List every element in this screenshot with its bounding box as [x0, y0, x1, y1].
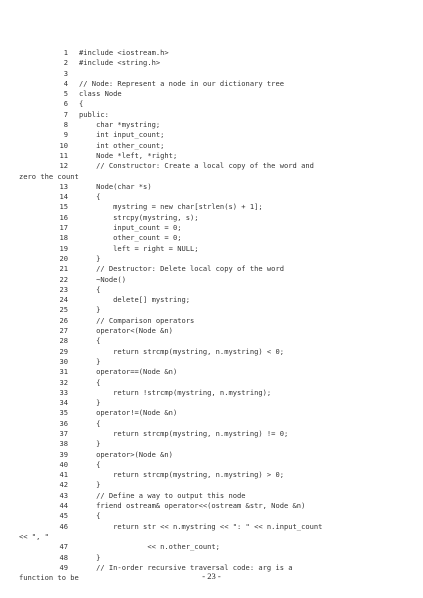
line-number: 2 [63, 58, 68, 68]
code-line-wrap: << ", " [19, 531, 49, 541]
code-text: return strcmp(mystring, n.mystring) != 0; [79, 428, 289, 438]
code-text: { [79, 377, 101, 387]
code-line [0, 130, 423, 140]
line-number: 38 [59, 439, 68, 449]
code-line-wrap: zero the count [19, 171, 79, 181]
code-line [0, 450, 423, 460]
code-text: } [79, 253, 101, 263]
code-text: } [79, 398, 101, 408]
line-number: 34 [59, 398, 68, 408]
code-text: return !strcmp(mystring, n.mystring); [79, 387, 272, 397]
code-text: // Define a way to output this node [79, 490, 246, 500]
line-number: 26 [59, 315, 68, 325]
code-line [0, 439, 423, 449]
line-number: 39 [59, 449, 68, 459]
code-text: other_count = 0; [79, 233, 182, 243]
line-number: 15 [59, 202, 68, 212]
code-text: // In-order recursive traversal code: arg is a [79, 562, 293, 572]
code-line [0, 202, 423, 212]
line-number: 22 [59, 274, 68, 284]
line-number: 3 [63, 68, 68, 78]
line-number: 31 [59, 367, 68, 377]
code-line-wrap: function to be [19, 573, 79, 583]
line-number: 28 [59, 336, 68, 346]
code-text: delete[] mystring; [79, 295, 191, 305]
code-line [0, 347, 423, 357]
code-text: { [79, 99, 84, 109]
code-line [0, 501, 423, 511]
page-number: - 23 - [202, 571, 221, 581]
line-number: 42 [59, 480, 68, 490]
code-text: Node *left, *right; [79, 150, 178, 160]
code-text: char *mystring; [79, 120, 161, 130]
line-number: 37 [59, 428, 68, 438]
line-number: 10 [59, 140, 68, 150]
code-line [0, 553, 423, 563]
code-text: operator>(Node &n) [79, 449, 173, 459]
line-number: 20 [59, 253, 68, 263]
code-text: ~Node() [79, 274, 126, 284]
code-line [0, 182, 423, 192]
code-text: int input_count; [79, 130, 165, 140]
code-text: { [79, 192, 101, 202]
line-number: 23 [59, 284, 68, 294]
line-number: 25 [59, 305, 68, 315]
line-number: 1 [63, 48, 68, 57]
code-line [0, 367, 423, 377]
line-number: 27 [59, 326, 68, 336]
code-line [0, 213, 423, 223]
code-line [0, 172, 423, 182]
line-number: 43 [59, 490, 68, 500]
line-number: 5 [63, 89, 68, 99]
code-text: strcpy(mystring, s); [79, 212, 199, 222]
code-line [0, 89, 423, 99]
code-text: // Destructor: Delete local copy of the word [79, 264, 284, 274]
line-number: 29 [59, 346, 68, 356]
code-line [0, 532, 423, 542]
code-listing [0, 48, 423, 583]
code-line [0, 192, 423, 202]
code-text: int other_count; [79, 140, 165, 150]
line-number: 13 [59, 181, 68, 191]
code-line [0, 120, 423, 130]
line-number: 35 [59, 408, 68, 418]
code-text: { [79, 511, 101, 521]
code-text: public: [79, 109, 109, 119]
line-number: 48 [59, 552, 68, 562]
code-line [0, 388, 423, 398]
line-number: 24 [59, 295, 68, 305]
code-line [0, 275, 423, 285]
code-text: } [79, 439, 101, 449]
line-number: 41 [59, 470, 68, 480]
code-line [0, 244, 423, 254]
line-number: 12 [59, 161, 68, 171]
line-number: 44 [59, 501, 68, 511]
code-text: return strcmp(mystring, n.mystring) > 0; [79, 470, 284, 480]
code-text: Node(char *s) [79, 181, 152, 191]
code-text: operator==(Node &n) [79, 367, 178, 377]
code-text: left = right = NULL; [79, 243, 199, 253]
code-text: #include <iostream.h> [79, 48, 169, 57]
code-line [0, 151, 423, 161]
code-text: class Node [79, 89, 122, 99]
line-number: 33 [59, 387, 68, 397]
line-number: 40 [59, 459, 68, 469]
code-line [0, 378, 423, 388]
code-text: { [79, 336, 101, 346]
code-line [0, 254, 423, 264]
code-line [0, 419, 423, 429]
code-text: input_count = 0; [79, 223, 182, 233]
code-line [0, 408, 423, 418]
code-line [0, 336, 423, 346]
code-line [0, 470, 423, 480]
code-text: // Node: Represent a node in our dictionary tree [79, 78, 284, 88]
line-number: 17 [59, 223, 68, 233]
code-line [0, 161, 423, 171]
line-number: 45 [59, 511, 68, 521]
line-number: 21 [59, 264, 68, 274]
line-number: 11 [59, 150, 68, 160]
code-text: { [79, 284, 101, 294]
code-line [0, 295, 423, 305]
line-number: 16 [59, 212, 68, 222]
line-number: 47 [59, 542, 68, 552]
code-line [0, 58, 423, 68]
line-number: 8 [63, 120, 68, 130]
line-number: 14 [59, 192, 68, 202]
code-text: { [79, 418, 101, 428]
code-line [0, 429, 423, 439]
code-text: operator<(Node &n) [79, 326, 173, 336]
code-line [0, 48, 423, 58]
code-text: friend ostream& operator<<(ostream &str, Node &n) [79, 501, 306, 511]
line-number: 6 [63, 99, 68, 109]
code-line [0, 223, 423, 233]
code-line [0, 522, 423, 532]
code-text: } [79, 480, 101, 490]
code-text: { [79, 459, 101, 469]
line-number: 46 [59, 521, 68, 531]
code-text: } [79, 356, 101, 366]
code-text: << n.other_count; [79, 542, 220, 552]
code-text: } [79, 552, 101, 562]
code-text: return str << n.mystring << ": " << n.input_count [79, 521, 323, 531]
code-line [0, 542, 423, 552]
code-line [0, 110, 423, 120]
line-number: 32 [59, 377, 68, 387]
line-number: 7 [63, 109, 68, 119]
code-line [0, 460, 423, 470]
code-text: // Constructor: Create a local copy of the word and [79, 161, 314, 171]
code-line [0, 285, 423, 295]
code-text: } [79, 305, 101, 315]
code-text: return strcmp(mystring, n.mystring) < 0; [79, 346, 284, 356]
line-number: 49 [59, 562, 68, 572]
code-line [0, 233, 423, 243]
line-number: 4 [63, 78, 68, 88]
line-number: 36 [59, 418, 68, 428]
code-text: // Comparison operators [79, 315, 195, 325]
code-text: operator!=(Node &n) [79, 408, 178, 418]
code-text: mystring = new char[strlen(s) + 1]; [79, 202, 263, 212]
code-line [0, 69, 423, 79]
code-line [0, 264, 423, 274]
code-line [0, 326, 423, 336]
line-number: 9 [63, 130, 68, 140]
code-line [0, 491, 423, 501]
code-line [0, 99, 423, 109]
line-number: 30 [59, 356, 68, 366]
code-line [0, 480, 423, 490]
code-line [0, 398, 423, 408]
code-line [0, 141, 423, 151]
line-number: 19 [59, 243, 68, 253]
code-line [0, 316, 423, 326]
code-line [0, 357, 423, 367]
code-text: #include <string.h> [79, 58, 161, 68]
line-number: 18 [59, 233, 68, 243]
code-line [0, 511, 423, 521]
code-line [0, 79, 423, 89]
code-line [0, 305, 423, 315]
